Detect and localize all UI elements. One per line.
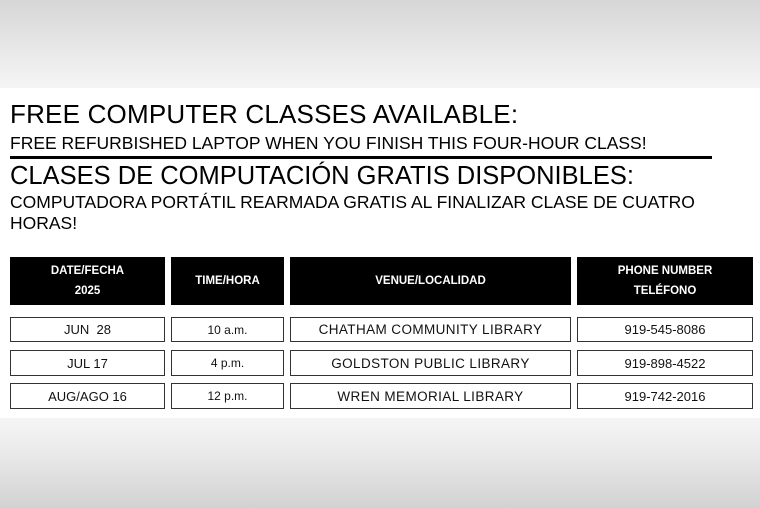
subheading-english: FREE REFURBISHED LAPTOP WHEN YOU FINISH THIS FOUR-HOUR CLASS!: [10, 133, 647, 153]
header-venue: [290, 257, 571, 305]
subheading-spanish: COMPUTADORA PORTÁTIL REARMADA GRATIS AL FINALIZAR CLASE DE CUATRO HORAS!: [10, 192, 695, 233]
heading-spanish: CLASES DE COMPUTACIÓN GRATIS DISPONIBLES:: [10, 162, 634, 190]
table-row-2-phone: 919-898-4522: [577, 350, 753, 376]
header-date: [10, 257, 165, 305]
divider-line: [10, 156, 712, 159]
table-row-3-phone: 919-742-2016: [577, 383, 753, 409]
table-row-3-venue: WREN MEMORIAL LIBRARY: [290, 383, 571, 409]
table-row-2-venue: GOLDSTON PUBLIC LIBRARY: [290, 350, 571, 376]
flyer-document: [0, 88, 760, 418]
table-row-1-venue: CHATHAM COMMUNITY LIBRARY: [290, 317, 571, 342]
table-row-1-time: 10 a.m.: [171, 317, 284, 342]
header-phone-label: PHONE NUMBER: [617, 265, 713, 277]
table-row-1-date: JUN 28: [10, 317, 165, 342]
header-time: [171, 257, 284, 305]
table-row-1-phone: 919-545-8086: [577, 317, 753, 342]
table-row-3-time: 12 p.m.: [171, 383, 284, 409]
header-date-label: DATE/FECHA: [50, 265, 125, 277]
table-row-3-date: AUG/AGO 16: [10, 383, 165, 409]
header-time-label: TIME/HORA: [195, 275, 260, 287]
table-row-2-time: 4 p.m.: [171, 350, 284, 376]
header-phone: [577, 257, 753, 305]
table-row-2-date: JUL 17: [10, 350, 165, 376]
header-phone-label-es: TELÉFONO: [633, 285, 697, 297]
header-venue-label: VENUE/LOCALIDAD: [375, 275, 486, 287]
heading-english: FREE COMPUTER CLASSES AVAILABLE:: [10, 99, 519, 129]
header-date-year: 2025: [74, 285, 101, 297]
